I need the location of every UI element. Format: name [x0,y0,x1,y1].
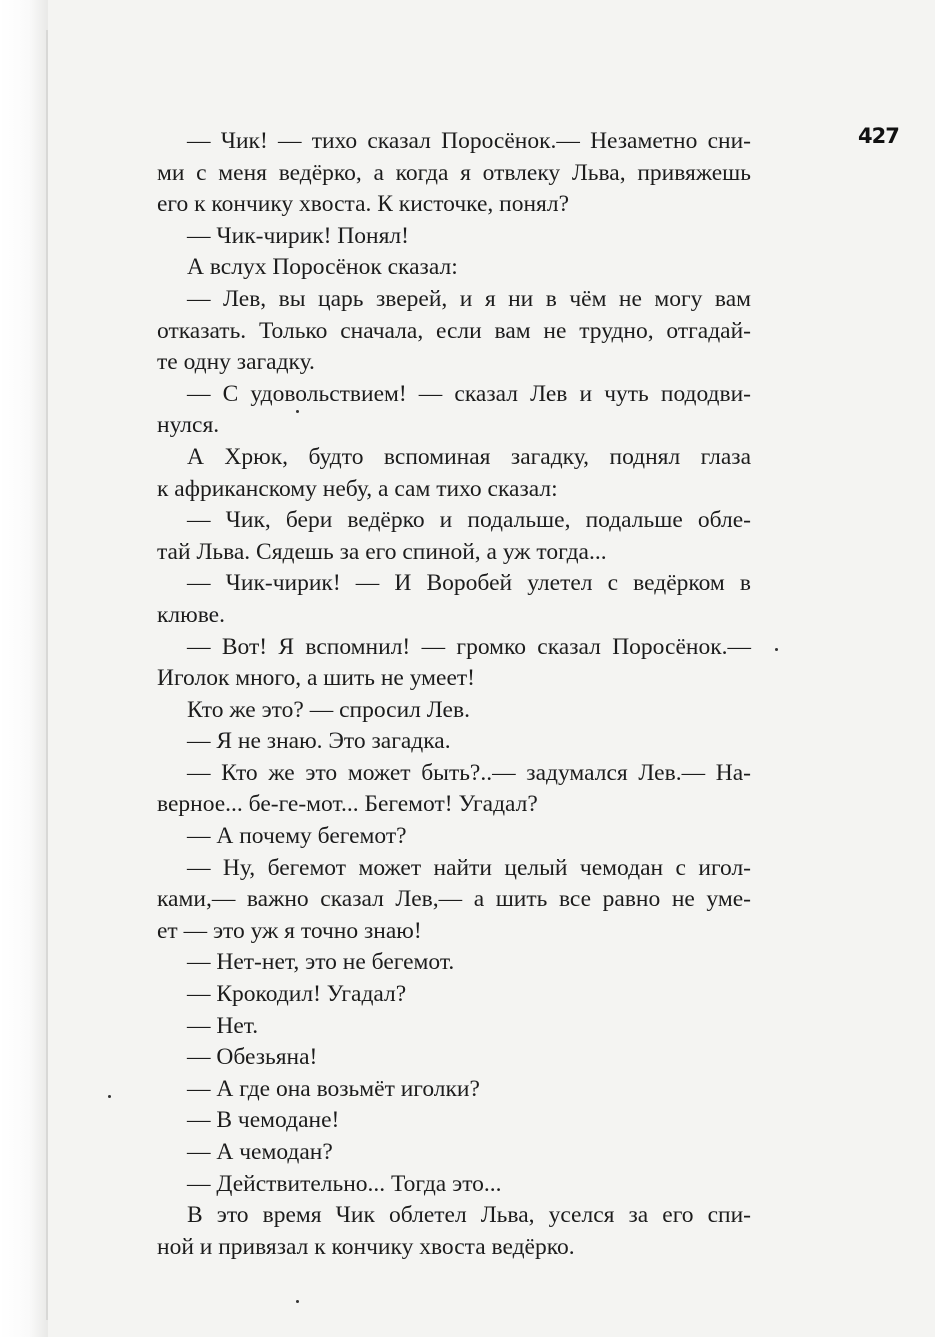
body-text [157,126,781,1263]
paragraph [157,221,781,253]
text-line: клюве. [157,601,225,628]
text-line: ками,— важно сказал Лев,— а шить все равно не уме- [157,886,751,913]
text-line: — В чемодане! [187,1107,340,1134]
text-line: нулся. [157,412,220,439]
text-line: А Хрюк, будто вспоминая загадку, поднял глаза [187,443,751,470]
paragraph [157,1137,781,1169]
text-line: — Чик! — тихо сказал Поросёнок.— Незаметно сни- [187,128,751,154]
text-line: — Чик-чирик! Понял! [187,222,409,249]
print-speck [296,1300,299,1303]
text-line: — Чик-чирик! — И Воробей улетел с ведёрком в [187,570,751,597]
text-line: — С удовольствием! — сказал Лев и чуть пододви- [187,380,751,407]
page-number: 427 [858,124,899,148]
paragraph [157,695,781,727]
text-line: А вслух Поросёнок сказал: [187,254,458,281]
paragraph [157,505,781,568]
text-line: Иголок много, а шить не умеет! [157,665,475,692]
text-line: — Нет-нет, это не бегемот. [187,949,455,976]
text-line: — Крокодил! Угадал? [187,981,407,1008]
text-line: тай Льва. Сядешь за его спиной, а уж тогда... [157,538,607,565]
text-line: — Лев, вы царь зверей, и я ни в чём не могу вам [187,285,751,312]
paragraph [157,853,781,948]
paragraph [157,1011,781,1043]
text-line: — Чик, бери ведёрко и подальше, подальше обле- [187,507,751,534]
text-line: его к кончику хвоста. К кисточке, понял? [157,191,570,218]
paragraph [157,758,781,821]
text-line: — Действительно... Тогда это... [187,1170,502,1197]
paragraph [157,1042,781,1074]
paragraph [157,442,781,505]
text-line: — Вот! Я вспомнил! — громко сказал Поросёнок.— [187,633,751,660]
paragraph [157,1200,781,1263]
print-speck [296,410,299,413]
paragraph [157,979,781,1011]
text-line: те одну загадку. [157,349,315,376]
page-gutter [0,0,48,1337]
text-line: — А почему бегемот? [187,823,407,850]
text-line: В это время Чик облетел Льва, уселся за его спи- [187,1202,751,1229]
text-line: — Ну, бегемот может найти целый чемодан с игол- [187,854,751,881]
paragraph [157,1105,781,1137]
text-line: ми с меня ведёрко, а когда я отвлеку Льва, привяжешь [157,159,751,186]
paragraph [157,1074,781,1106]
paragraph [157,821,781,853]
paragraph [157,1169,781,1201]
paragraph [157,252,781,284]
text-line: Кто же это? — спросил Лев. [187,696,470,723]
text-line: верное... бе-ге-мот... Бегемот! Угадал? [157,791,538,818]
text-line: — А где она возьмёт иголки? [187,1075,480,1102]
binding-edge [46,30,48,1320]
text-line: ной и привязал к кончику хвоста ведёрко. [157,1233,575,1260]
paragraph [157,379,781,442]
text-line: ет — это уж я точно знаю! [157,917,422,944]
paragraph [157,726,781,758]
print-speck [108,1095,111,1098]
text-line: — А чемодан? [187,1139,333,1165]
paragraph [157,947,781,979]
text-line: — Обезьяна! [187,1044,318,1071]
paragraph [157,284,781,379]
print-speck [775,648,778,651]
text-line: — Нет. [187,1012,259,1039]
paragraph [157,632,781,695]
text-line: — Я не знаю. Это загадка. [187,728,451,755]
text-line: к африканскому небу, а сам тихо сказал: [157,475,558,502]
text-line: отказать. Только сначала, если вам не трудно, отгадай- [157,317,751,344]
paragraph [157,126,781,221]
paragraph [157,568,781,631]
text-line: — Кто же это может быть?..— задумался Лев.— На- [187,759,751,786]
